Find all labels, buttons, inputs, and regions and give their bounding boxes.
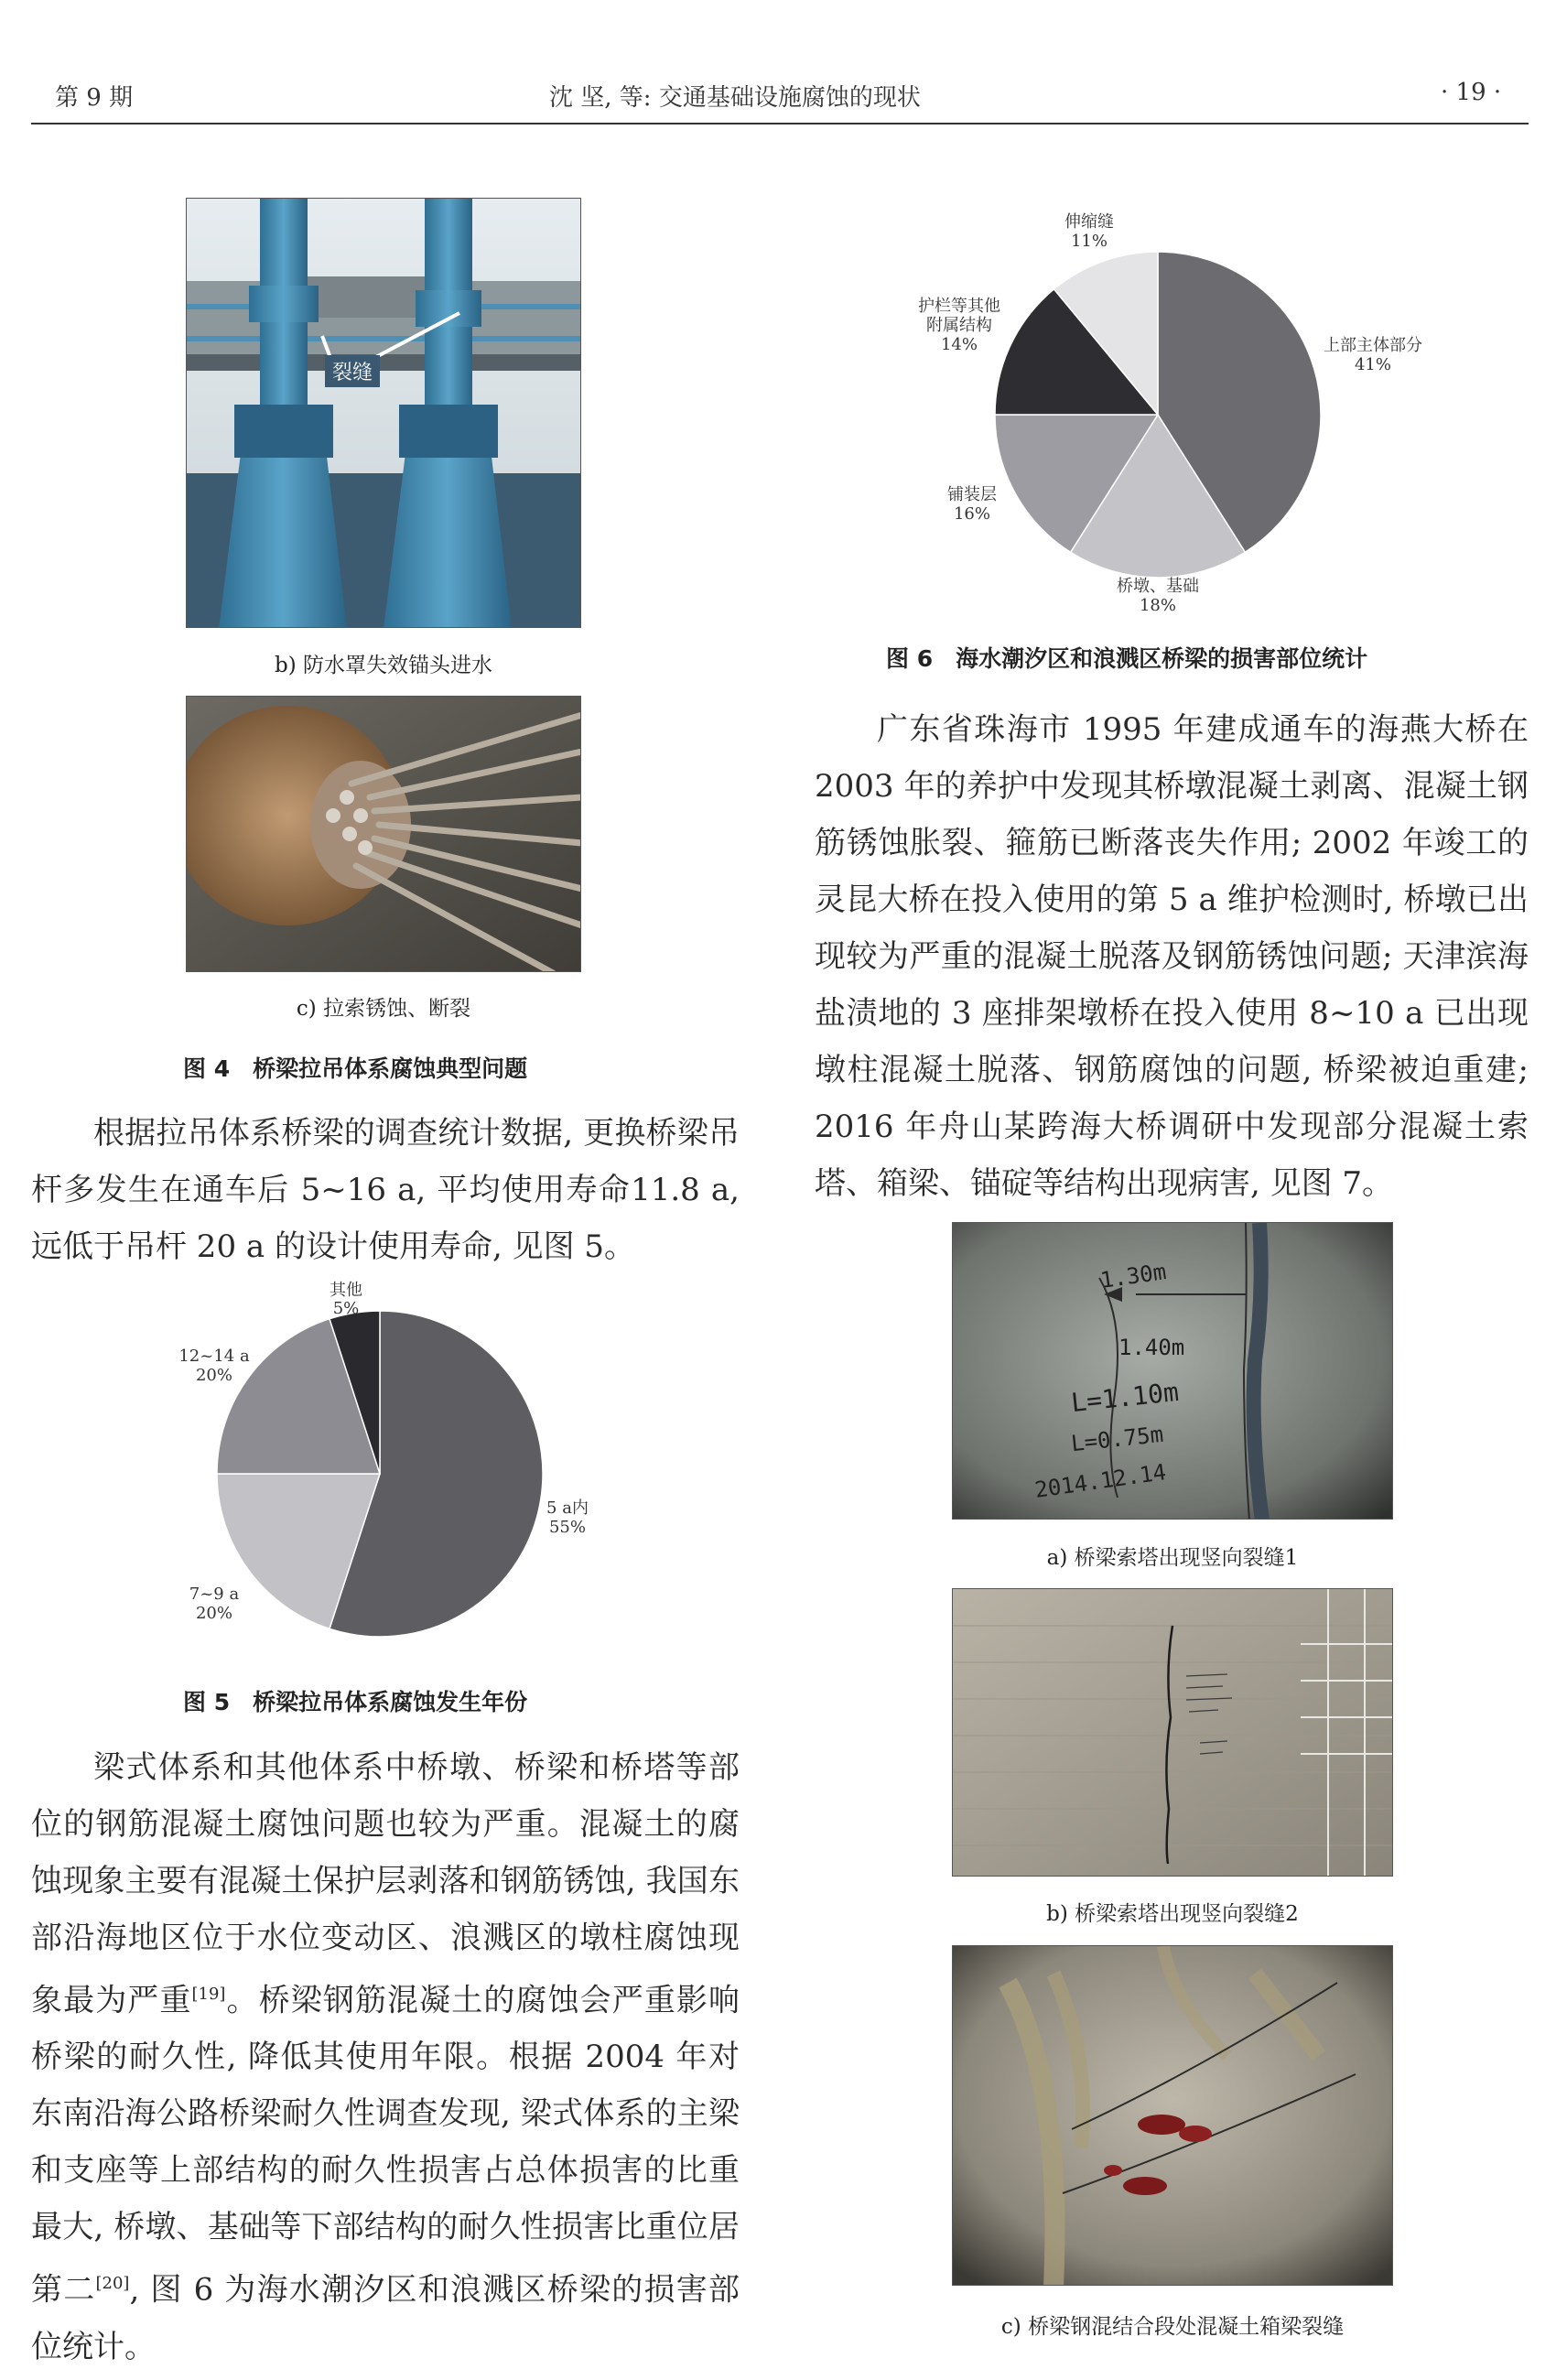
fig6-label-guardrail-2: 附属结构: [926, 316, 992, 335]
fig7c-caption: c) 桥梁钢混结合段处混凝土箱梁裂缝: [1000, 2315, 1345, 2339]
fig7a-mark-2: 1.40m: [1118, 1335, 1185, 1360]
running-title: 沈 坚, 等: 交通基础设施腐蚀的现状: [549, 84, 921, 112]
fig7b-caption: b) 桥梁索塔出现竖向裂缝2: [1046, 1902, 1299, 1926]
page-number: · 19 ·: [1441, 79, 1502, 106]
left-paragraph-2-part3: , 图 6 为海水潮汐区和浪溅区桥梁的损害部位统计。: [31, 2271, 740, 2365]
fig5-pct-within5: 55%: [548, 1518, 587, 1537]
fig5-label-within5: 5 a内: [546, 1498, 589, 1518]
fig4c-caption: c) 拉索锈蚀、断裂: [296, 997, 471, 1021]
fig6-label-joint: 伸缩缝: [1064, 212, 1114, 232]
fig6-pie-chart: [879, 209, 1483, 630]
fig6-pct-upper: 41%: [1354, 355, 1392, 374]
reference-20[interactable]: [20]: [95, 2274, 130, 2294]
fig7c-photo: [952, 1945, 1393, 2286]
fig5-label-7-9: 7~9 a: [189, 1585, 240, 1604]
fig5-pct-12-14: 20%: [195, 1366, 233, 1385]
fig6-label-pier: 桥墩、基础: [1117, 577, 1199, 596]
fig5-pct-7-9: 20%: [195, 1604, 233, 1623]
fig5-label-12-14: 12~14 a: [178, 1347, 250, 1366]
fig4b-caption: b) 防水罩失效锚头进水: [274, 654, 492, 677]
fig4b-photo: [186, 198, 581, 628]
fig6-pct-joint: 11%: [1070, 232, 1108, 251]
fig7a-caption: a) 桥梁索塔出现竖向裂缝1: [1046, 1546, 1299, 1570]
left-paragraph-2-part2: 。桥梁钢筋混凝土的腐蚀会严重影响桥梁的耐久性, 降低其使用年限。根据 2004 年对东南沿海公路桥梁耐久性调查发现, 梁式体系的主梁和支座等上部结构的耐久性损害占总体损害的比重最大, 桥墩、基础等下部结构的耐久性损害比重位居第二: [31, 1982, 740, 2309]
fig6-caption: 图 6 海水潮汐区和浪溅区桥梁的损害部位统计: [886, 645, 1368, 672]
header-rule: [31, 123, 1529, 124]
fig5-pct-other: 5%: [332, 1299, 360, 1318]
fig6-pct-pier: 18%: [1139, 596, 1177, 615]
fig6-label-guardrail-1: 护栏等其他: [918, 297, 1000, 316]
left-paragraph-1: [31, 1105, 740, 1275]
fig7a-mark-1: 1.30m: [1098, 1259, 1168, 1293]
fig6-label-pavement: 铺装层: [947, 485, 997, 504]
fig7a-mark-5: 2014.12.14: [1032, 1459, 1168, 1503]
left-paragraph-1-text: 根据拉吊体系桥梁的调查统计数据, 更换桥梁吊杆多发生在通车后 5~16 a, 平均使用寿命11.8 a, 远低于吊杆 20 a 的设计使用寿命, 见图 5。: [31, 1115, 740, 1265]
fig6-pct-guardrail: 14%: [940, 335, 978, 354]
fig7a-mark-4: L=0.75m: [1069, 1421, 1165, 1457]
fig7a-photo: [952, 1222, 1393, 1520]
right-paragraph: [815, 701, 1529, 1212]
reference-19[interactable]: [19]: [191, 1985, 226, 2004]
fig7a-mark-3: L=1.10m: [1069, 1376, 1181, 1419]
right-paragraph-text: 广东省珠海市 1995 年建成通车的海燕大桥在 2003 年的养护中发现其桥墩混凝土剥离、混凝土钢筋锈蚀胀裂、箍筋已断落丧失作用; 2002 年竣工的灵昆大桥在投入使用的第 5 a 维护检测时, 桥墩已出现较为严重的混凝土脱落及钢筋锈蚀问题; 天津滨海盐渍地的 3 座排架墩桥在投入使用 8~10 a 已出现墩柱混凝土脱落、钢筋腐蚀的问题, 桥梁被迫重建; 2016 年舟山某跨海大桥调研中发现部分混凝土索塔、箱梁、锚碇等结构出现病害, 见图 7。: [815, 711, 1529, 1202]
left-paragraph-2-part1: 梁式体系和其他体系中桥墩、桥梁和桥塔等部位的钢筋混凝土腐蚀问题也较为严重。混凝土的腐蚀现象主要有混凝土保护层剥落和钢筋锈蚀, 我国东部沿海地区位于水位变动区、浪溅区的墩柱腐蚀现象最为严重: [31, 1749, 740, 2019]
fig6-pct-pavement: 16%: [953, 504, 991, 524]
fig5-pie-chart: [128, 1277, 641, 1671]
issue-number: 第 9 期: [55, 84, 134, 112]
fig5-caption: 图 5 桥梁拉吊体系腐蚀发生年份: [183, 1689, 528, 1715]
fig4b-crack-label: 裂缝: [325, 355, 380, 387]
fig6-label-upper: 上部主体部分: [1324, 336, 1422, 355]
left-paragraph-2: [31, 1739, 740, 2375]
fig7b-photo: [952, 1588, 1393, 1877]
fig4-caption: 图 4 桥梁拉吊体系腐蚀典型问题: [183, 1055, 528, 1082]
fig5-label-other: 其他: [330, 1281, 362, 1300]
fig4c-photo: [186, 696, 581, 972]
